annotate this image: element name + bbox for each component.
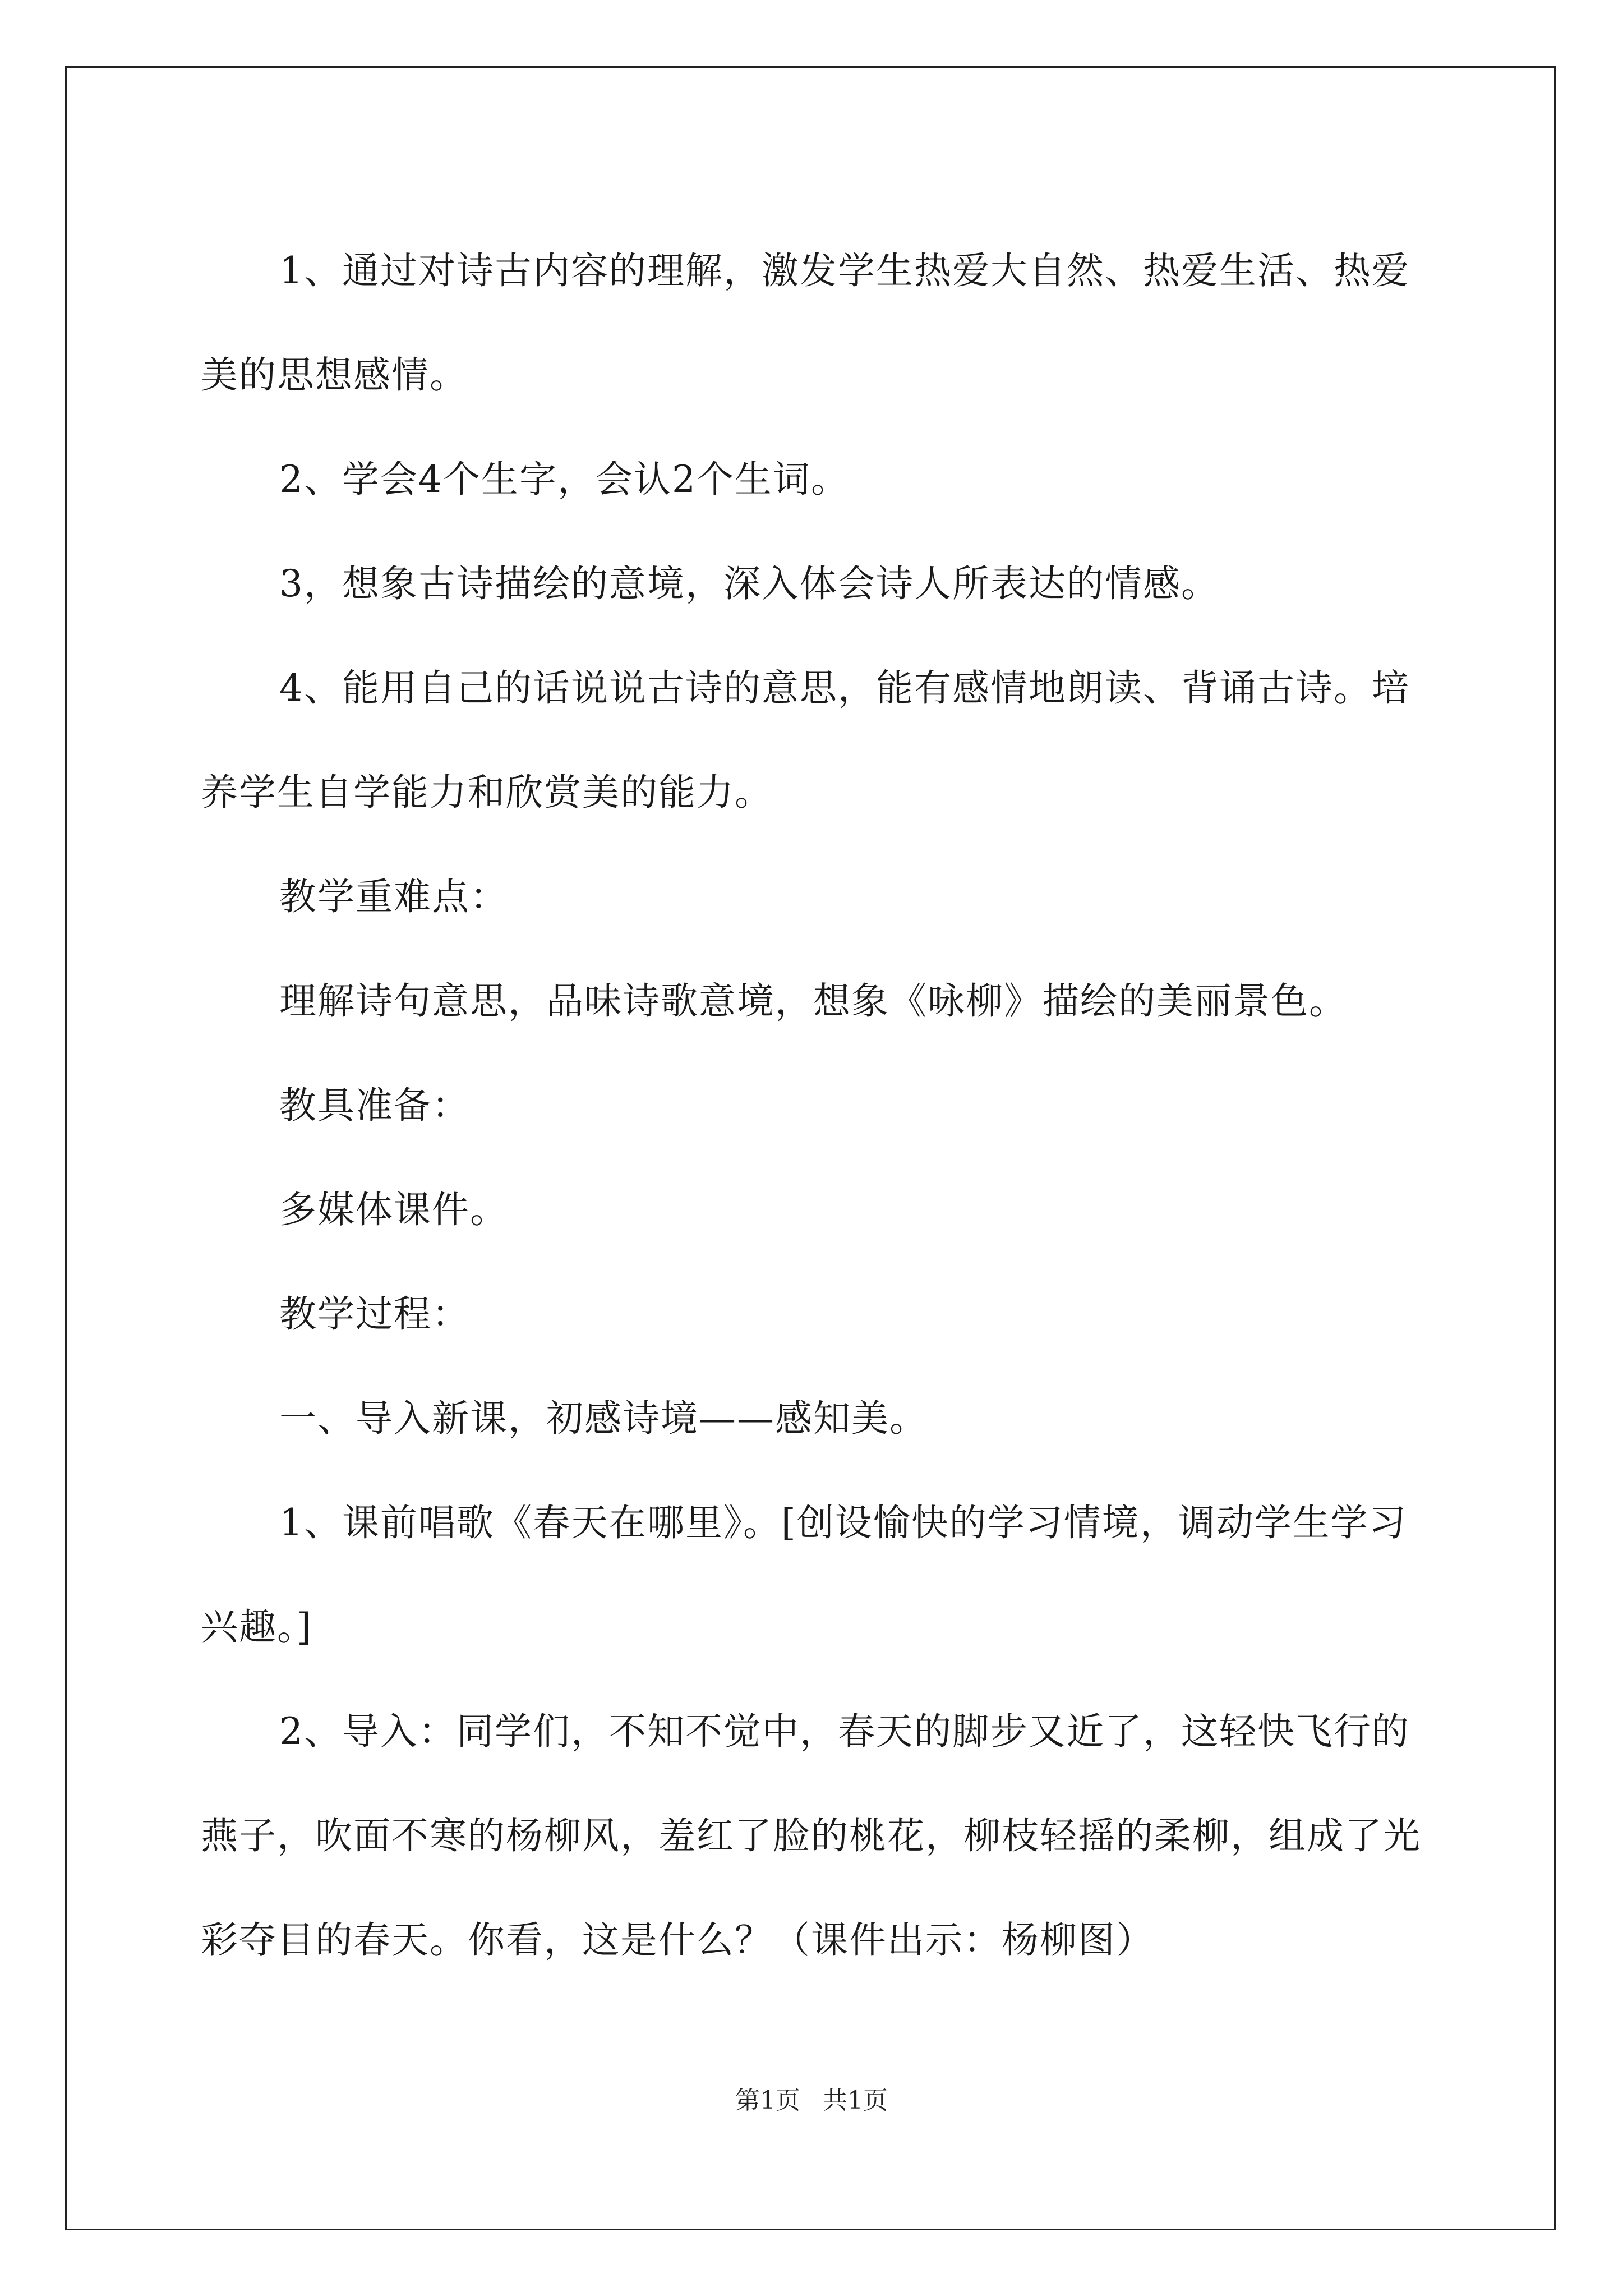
objective-1: 1、通过对诗古内容的理解，激发学生热爱大自然、热爱生活、热爱美的思想感情。 — [201, 249, 1410, 397]
section-heading-process: 教学过程： — [279, 1292, 470, 1336]
section-heading-key-points: 教学重难点： — [279, 875, 508, 918]
document-body — [201, 219, 1435, 1993]
objective-2: 2、学会4个生字，会认2个生词。 — [279, 458, 849, 501]
section-heading-materials: 教具准备： — [279, 1084, 470, 1127]
page-number-total: 共1页 — [823, 2086, 888, 2115]
key-points-text: 理解诗句意思，品味诗歌意境，想象《咏柳》描绘的美丽景色。 — [279, 979, 1347, 1023]
process-step-1-item-2: 2、导入：同学们，不知不觉中，春天的脚步又近了，这轻快飞行的燕子，吹面不寒的杨柳风，羞红了脸的桃花，柳枝轻摇的柔柳，组成了光彩夺目的春天。你看，这是什么？（课件出示：杨柳图） — [201, 1710, 1421, 1962]
process-step-1-item-1: 1、课前唱歌《春天在哪里》。[创设愉快的学习情境，调动学生学习兴趣。] — [201, 1501, 1407, 1649]
objective-3: 3，想象古诗描绘的意境，深入体会诗人所表达的情感。 — [279, 562, 1219, 605]
page-footer — [0, 2084, 1623, 2118]
materials-text: 多媒体课件。 — [279, 1188, 508, 1231]
process-step-1-heading: 一、导入新课，初感诗境——感知美。 — [279, 1397, 928, 1440]
page-number-current: 第1页 — [735, 2086, 800, 2115]
objective-4: 4、能用自己的话说说古诗的意思，能有感情地朗读、背诵古诗。培养学生自学能力和欣赏美的能力。 — [201, 666, 1410, 814]
